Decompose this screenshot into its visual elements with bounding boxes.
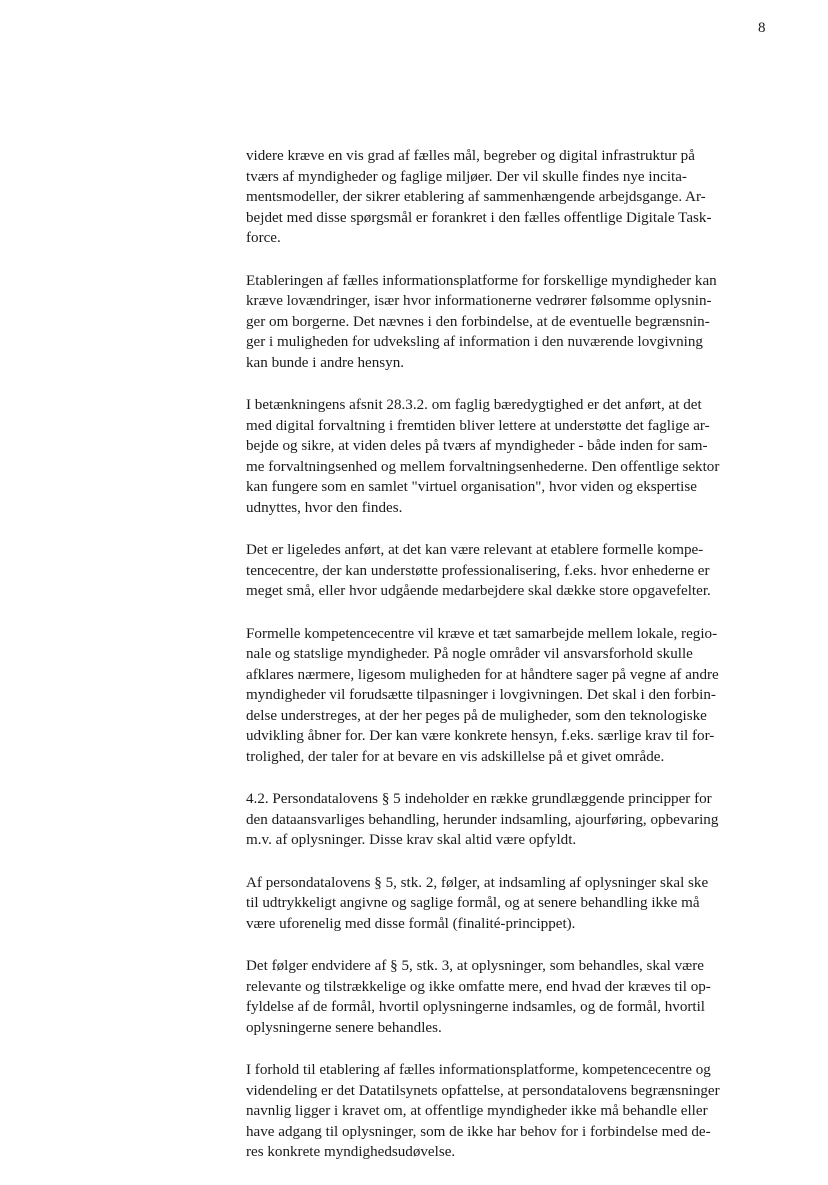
- paragraph: [246, 624, 776, 768]
- text-line: afklares nærmere, ligesom muligheden for at håndtere sager på vegne af andre: [246, 666, 719, 683]
- text-line: mentsmodeller, der sikrer etablering af sammenhængende arbejdsgange. Ar-: [246, 189, 706, 205]
- document-body: [246, 146, 776, 1185]
- paragraph: [246, 789, 776, 851]
- text-line: udnyttes, hvor den findes.: [246, 499, 403, 516]
- text-line: med digital forvaltning i fremtiden bliver lettere at understøtte det faglige ar-: [246, 417, 710, 434]
- paragraph: [246, 271, 776, 374]
- text-line: kan fungere som en samlet "virtuel organisation", hvor viden og ekspertise: [246, 479, 697, 495]
- text-line: videre kræve en vis grad af fælles mål, begreber og digital infrastruktur på: [246, 148, 695, 164]
- text-line: m.v. af oplysninger. Disse krav skal altid være opfyldt.: [246, 832, 577, 848]
- text-line: Det følger endvidere af § 5, stk. 3, at oplysninger, som behandles, skal være: [246, 958, 704, 974]
- paragraph: [246, 395, 776, 518]
- text-line: Formelle kompetencecentre vil kræve et tæt samarbejde mellem lokale, regio-: [246, 625, 718, 642]
- text-line: trolighed, der taler for at bevare en vis adskillelse på et givet område.: [246, 748, 665, 765]
- text-line: videndeling er det Datatilsynets opfattelse, at persondatalovens begrænsninger: [246, 1082, 720, 1099]
- text-line: kræve lovændringer, især hvor informationerne vedrører følsomme oplysnin-: [246, 293, 712, 309]
- text-line: tværs af myndigheder og faglige miljøer. Der vil skulle findes nye incita-: [246, 168, 687, 185]
- text-line: me forvaltningsenhed og mellem forvaltningsenhederne. Den offentlige sektor: [246, 458, 720, 475]
- text-line: udvikling åbner for. Der kan være konkrete hensyn, f.eks. særlige krav til for-: [246, 728, 715, 744]
- text-line: I betænkningens afsnit 28.3.2. om faglig bæredygtighed er det anført, at det: [246, 397, 702, 413]
- text-line: navnlig ligger i kravet om, at offentlige myndigheder ikke må behandle eller: [246, 1103, 708, 1119]
- text-line: oplysningerne senere behandles.: [246, 1019, 442, 1036]
- paragraph: [246, 146, 776, 249]
- text-line: ger om borgerne. Det nævnes i den forbindelse, at de eventuelle begrænsnin-: [246, 313, 710, 330]
- text-line: kan bunde i andre hensyn.: [246, 354, 405, 371]
- text-line: bejde og sikre, at viden deles på tværs af myndigheder - både inden for sam-: [246, 438, 708, 454]
- paragraph: [246, 873, 776, 935]
- text-line: være uforenelig med disse formål (finalité-princippet).: [246, 915, 576, 932]
- text-line: nale og statslige myndigheder. På nogle områder vil ansvarsforhold skulle: [246, 646, 693, 662]
- text-line: I forhold til etablering af fælles informationsplatforme, kompetencecentre og: [246, 1062, 711, 1078]
- text-line: relevante og tilstrækkelige og ikke omfatte mere, end hvad der kræves til op-: [246, 978, 711, 995]
- text-line: force.: [246, 230, 281, 246]
- text-line: den dataansvarliges behandling, herunder indsamling, ajourføring, opbevaring: [246, 811, 719, 828]
- text-line: bejdet med disse spørgsmål er forankret i den fælles offentlige Digitale Task-: [246, 209, 712, 226]
- text-line: meget små, eller hvor udgående medarbejdere skal dække store opgavefelter.: [246, 583, 711, 599]
- text-line: Det er ligeledes anført, at det kan være relevant at etablere formelle kompe-: [246, 542, 704, 558]
- text-line: myndigheder vil forudsætte tilpasninger i lovgivningen. Det skal i den forbin-: [246, 687, 716, 703]
- page-number: 8: [758, 20, 766, 36]
- text-line: tencecentre, der kan understøtte professionalisering, f.eks. hvor enhederne er: [246, 562, 710, 579]
- text-line: Etableringen af fælles informationsplatforme for forskellige myndigheder kan: [246, 272, 717, 289]
- text-line: 4.2. Persondatalovens § 5 indeholder en række grundlæggende principper for: [246, 791, 712, 807]
- paragraph: [246, 956, 776, 1038]
- paragraph: [246, 1060, 776, 1163]
- text-line: res konkrete myndighedsudøvelse.: [246, 1144, 456, 1160]
- text-line: Af persondatalovens § 5, stk. 2, følger, at indsamling af oplysninger skal ske: [246, 874, 709, 891]
- text-line: fyldelse af de formål, hvortil oplysningerne indsamles, og de formål, hvortil: [246, 999, 705, 1015]
- text-line: ger i muligheden for udveksling af information i den nuværende lovgivning: [246, 334, 703, 350]
- text-line: delse understreges, at der her peges på de muligheder, som den teknologiske: [246, 707, 707, 724]
- text-line: have adgang til oplysninger, som de ikke har behov for i forbindelse med de-: [246, 1123, 711, 1140]
- paragraph: [246, 540, 776, 602]
- text-line: til udtrykkeligt angivne og saglige formål, og at senere behandling ikke må: [246, 895, 700, 911]
